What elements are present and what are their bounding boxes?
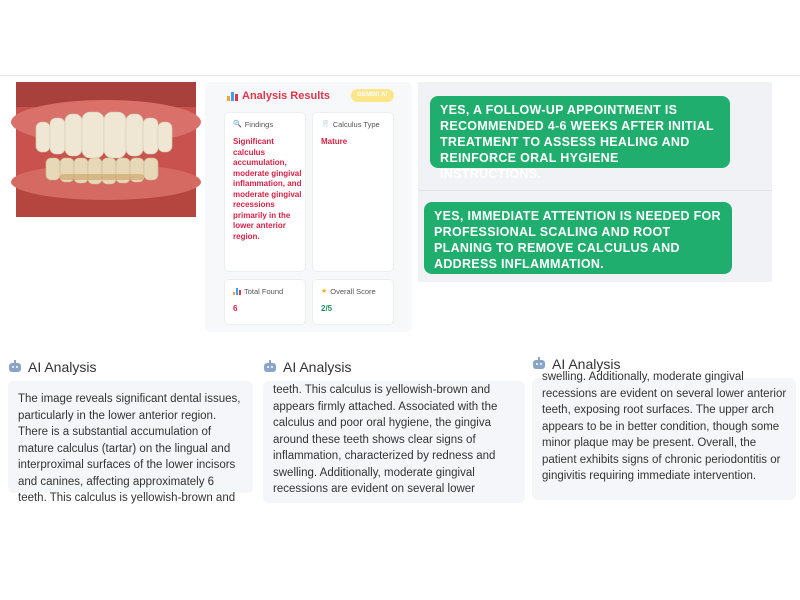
ai-analysis-text-box[interactable] xyxy=(263,381,525,503)
total-found-label: Total Found xyxy=(244,287,284,296)
chat-divider xyxy=(418,190,772,191)
chat-message: YES, IMMEDIATE ATTENTION IS NEEDED FOR PROFESSIONAL SCALING AND ROOT PLANING TO REMOVE CALCULUS AND ADDRESS INFLAMMATION. xyxy=(424,202,732,274)
analysis-results-header xyxy=(227,90,330,102)
total-found-card xyxy=(224,279,306,325)
ai-analysis-text: swelling. Additionally, moderate gingival recessions are evident on several lower anterior teeth, exposing root surfaces. The upper arch appears to be in better condition, though some minor plaque may be present. Overall, the patient exhibits signs of chronic periodontitis or gingivitis requiring immediate intervention. xyxy=(542,371,787,482)
tooth-icon: 🦷 xyxy=(321,121,330,128)
ai-analysis-title: AI Analysis xyxy=(552,356,621,372)
calculus-type-label: Calculus Type xyxy=(332,120,380,129)
analysis-results-panel xyxy=(205,82,412,332)
ai-analysis-header xyxy=(8,359,96,375)
dental-photo xyxy=(16,82,196,217)
ai-analysis-text: The image reveals significant dental issues, particularly in the lower anterior region. There is a substantial accumulation of mature calculus (tartar) on the lingual and interproximal surfaces of the lower incisors and canines, affecting approximately 6 teeth. This calculus is yellowish-brown and xyxy=(18,393,241,504)
overall-score-label: Overall Score xyxy=(330,287,376,296)
overall-score-value: 2/5 xyxy=(321,304,333,313)
ai-analysis-text-box[interactable] xyxy=(532,371,796,500)
total-found-value: 6 xyxy=(233,304,238,313)
robot-icon xyxy=(263,360,277,374)
bar-chart-icon xyxy=(233,288,241,295)
top-divider xyxy=(0,75,800,76)
star-icon: ★ xyxy=(321,288,328,295)
ai-analysis-title: AI Analysis xyxy=(283,359,352,375)
robot-icon xyxy=(8,360,22,374)
bar-chart-icon xyxy=(227,91,238,101)
findings-value: Significant calculus accumulation, moderate gingival inflammation, and moderate gingival recessions primarily in the lower anterior region. xyxy=(233,137,302,241)
chat-message: YES, A FOLLOW-UP APPOINTMENT IS RECOMMENDED 4-6 WEEKS AFTER INITIAL TREATMENT TO ASSESS HEALING AND REINFORCE ORAL HYGIENE INSTRUCTIONS. xyxy=(430,96,730,168)
calculus-type-value: Mature xyxy=(321,137,348,146)
ai-analysis-text-box[interactable] xyxy=(8,381,253,504)
analysis-results-title: Analysis Results xyxy=(242,90,331,102)
gemini-ai-badge: GEMINI AI xyxy=(351,89,394,102)
calculus-type-card xyxy=(312,112,394,272)
chat-panel xyxy=(418,82,772,282)
ai-analysis-header xyxy=(263,359,351,375)
ai-analysis-text: teeth. This calculus is yellowish-brown and appears firmly attached. Associated with the calculus and poor oral hygiene, the gingiva around these teeth shows clear signs of inflammation, characterized by redness and swelling. Additionally, moderate gingival recessions are evident on several lower xyxy=(273,384,498,495)
ai-analysis-title: AI Analysis xyxy=(28,359,97,375)
findings-label: Findings xyxy=(244,120,274,129)
findings-card xyxy=(224,112,306,272)
overall-score-card xyxy=(312,279,394,325)
magnifier-icon: 🔍 xyxy=(233,121,242,128)
